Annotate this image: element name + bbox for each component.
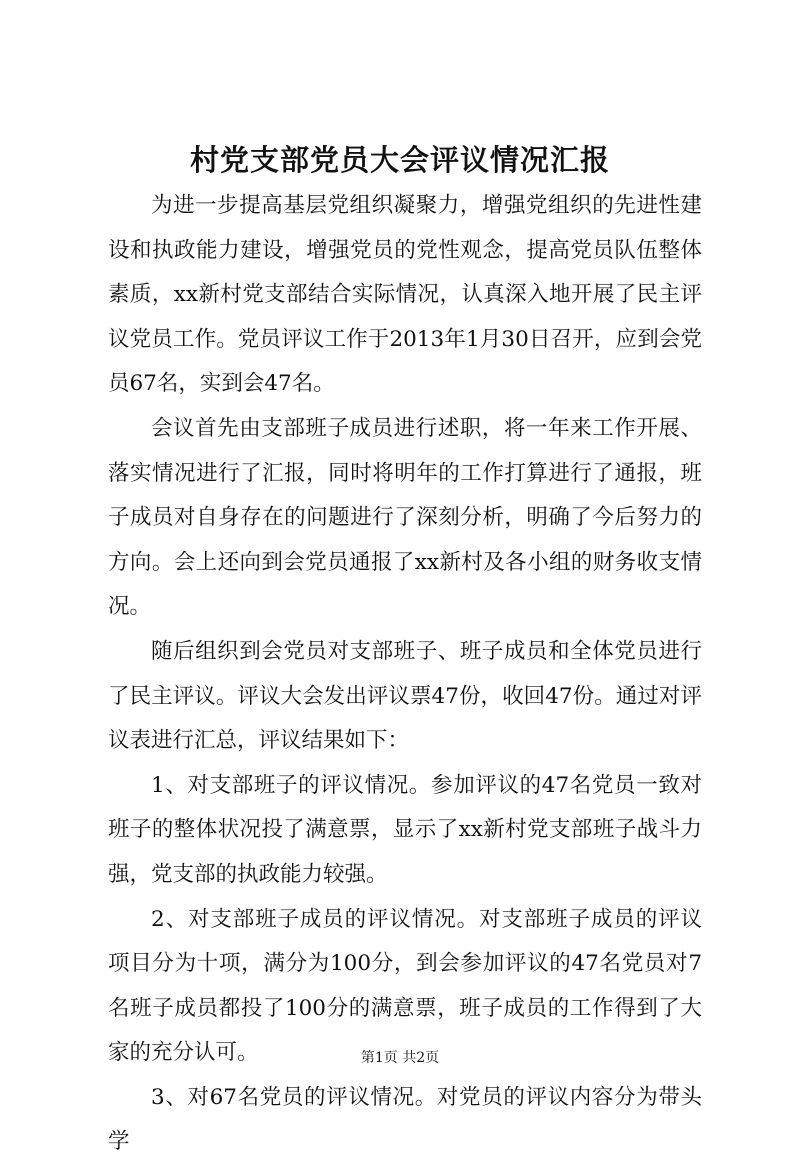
paragraph-evaluation: 随后组织到会党员对支部班子、班子成员和全体党员进行了民主评议。评议大会发出评议票47份，收回47份。通过对评议表进行汇总，评议结果如下：: [108, 638, 702, 754]
document-title: 村党支部党员大会评议情况汇报: [189, 143, 610, 177]
paragraph-item-3: 3、对67名党员的评议情况。对党员的评议内容分为带头学: [108, 1084, 702, 1155]
paragraph-meeting: 会议首先由支部班子成员进行述职，将一年来工作开展、落实情况进行了汇报，同时将明年的工作打算进行了通报，班子成员对自身存在的问题进行了深刻分析，明确了今后努力的方向。会上还向到会党员通报了xx新村及各小组的财务收支情况。: [108, 415, 702, 620]
paragraph-item-2: 2、对支部班子成员的评议情况。对支部班子成员的评议项目分为十项，满分为100分，到会参加评议的47名党员对7名班子成员都投了100分的满意票，班子成员的工作得到了大家的充分认可。: [108, 906, 702, 1066]
document-body: [108, 184, 702, 1165]
paragraph-intro: 为进一步提高基层党组织凝聚力，增强党组织的先进性建设和执政能力建设，增强党员的党性观念，提高党员队伍整体素质，xx新村党支部结合实际情况，认真深入地开展了民主评议党员工作。党员评议工作于2013年1月30日召开，应到会党员67名，实到会47名。: [108, 193, 702, 397]
page-footer: 第1页 共2页: [360, 1050, 440, 1066]
paragraph-item-1: 1、对支部班子的评议情况。参加评议的47名党员一致对班子的整体状况投了满意票，显示了xx新村党支部班子战斗力强，党支部的执政能力较强。: [108, 772, 702, 887]
